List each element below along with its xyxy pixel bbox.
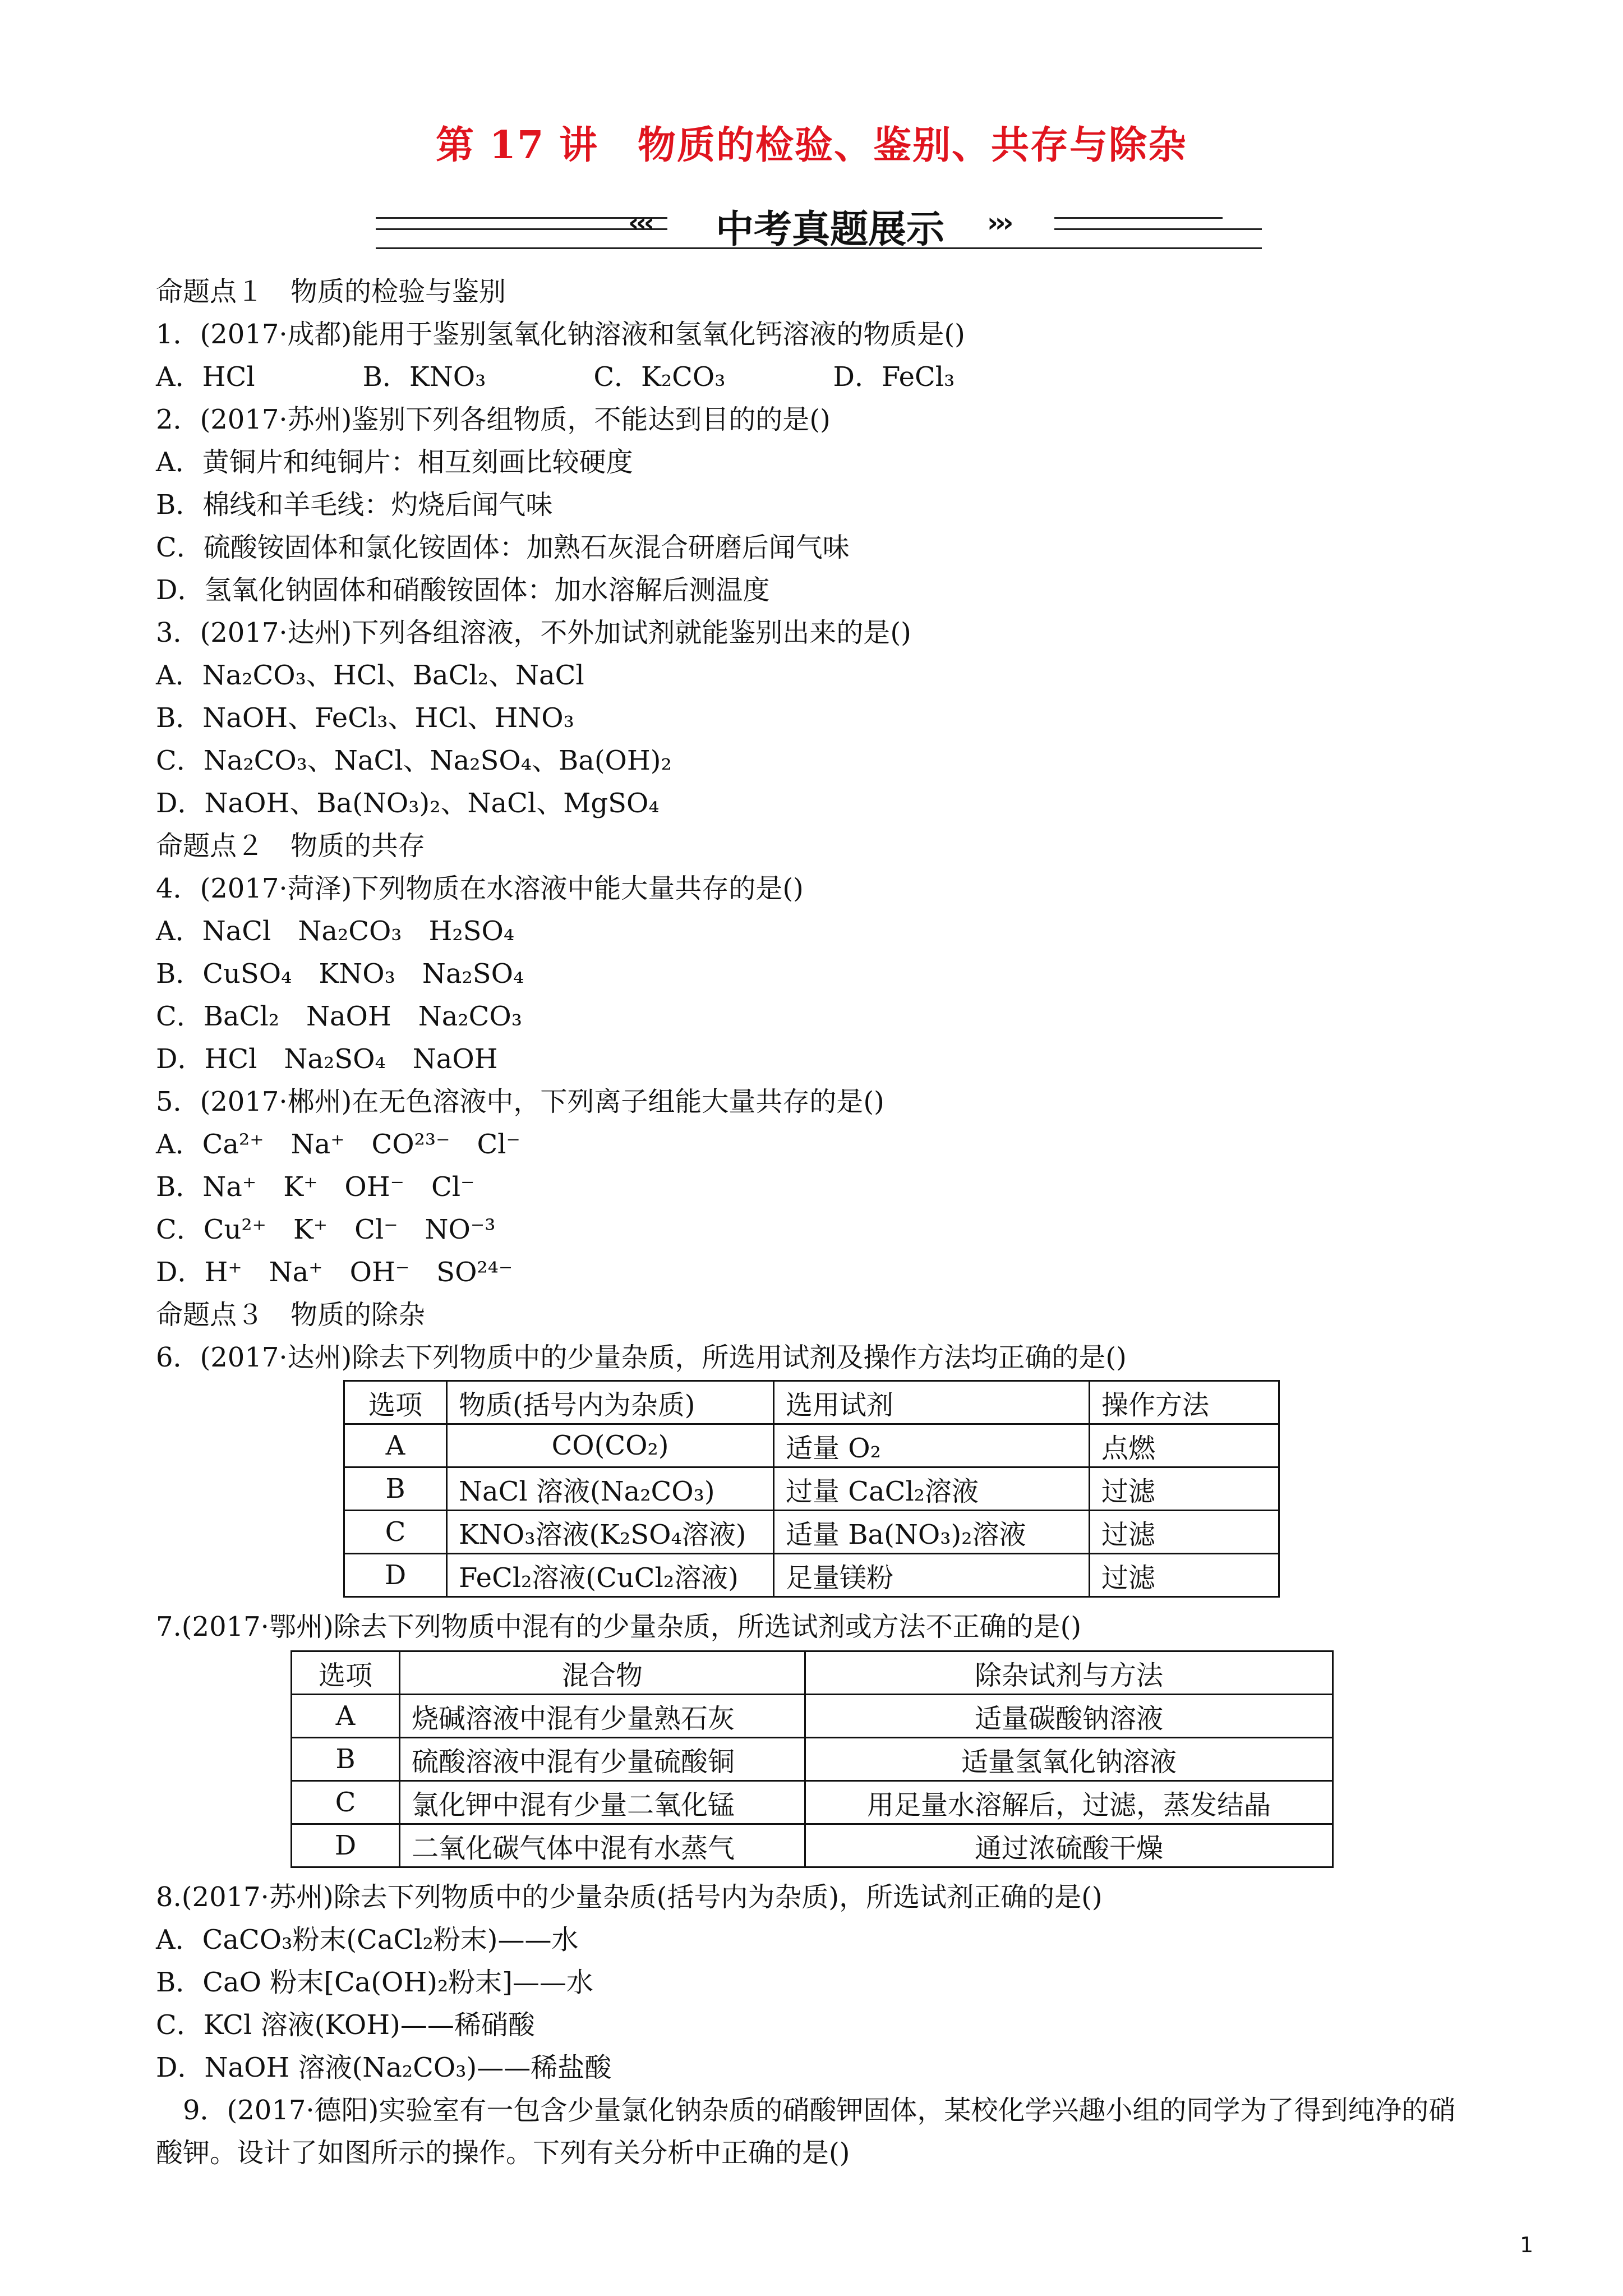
table-cell: 适量 O₂: [774, 1424, 1090, 1467]
question-7: 7.(2017·鄂州)除去下列物质中混有的少量杂质，所选试剂或方法不正确的是(): [156, 1611, 1082, 1642]
question-8-option-c: C．KCl 溶液(KOH)——稀硝酸: [156, 2009, 535, 2041]
table-header-cell: 选项: [292, 1651, 400, 1695]
page-number: 1: [1520, 2233, 1534, 2257]
question-2-option-d: D．氢氧化钠固体和硝酸铵固体：加水溶解后测温度: [156, 574, 770, 606]
table-cell: CO(CO₂): [447, 1424, 774, 1467]
question-1-options: A．HCl B．KNO₃ C．K₂CO₃ D．FeCl₃: [156, 361, 955, 393]
table-cell: D: [344, 1554, 447, 1597]
question-4-option-d: D．HCl Na₂SO₄ NaOH: [156, 1043, 498, 1075]
question-3-option-a: A．Na₂CO₃、HCl、BaCl₂、NaCl: [156, 660, 584, 691]
question-7-table: [291, 1650, 1334, 1868]
table-cell: 用足量水溶解后，过滤，蒸发结晶: [805, 1781, 1333, 1824]
question-3-option-b: B．NaOH、FeCl₃、HCl、HNO₃: [156, 702, 574, 734]
table-cell: 适量 Ba(NO₃)₂溶液: [774, 1511, 1090, 1554]
banner-rule-left-mid: [376, 228, 667, 230]
question-8-option-a: A．CaCO₃粉末(CaCl₂粉末)——水: [156, 1924, 579, 1955]
table-cell: C: [344, 1511, 447, 1554]
table-header-cell: 混合物: [400, 1651, 805, 1695]
section-banner: [0, 199, 1623, 261]
table-header-row: [292, 1651, 1333, 1695]
section-heading-2: 命题点２ 物质的共存: [156, 830, 426, 862]
table-cell: B: [344, 1467, 447, 1511]
question-4-option-b: B．CuSO₄ KNO₃ Na₂SO₄: [156, 958, 524, 990]
table-cell: A: [344, 1424, 447, 1467]
question-8: 8.(2017·苏州)除去下列物质中的少量杂质(括号内为杂质)，所选试剂正确的是(): [156, 1881, 1103, 1913]
banner-rule-right-mid: [1054, 228, 1262, 230]
question-5: 5．(2017·郴州)在无色溶液中，下列离子组能大量共存的是(): [156, 1086, 884, 1117]
table-cell: 硫酸溶液中混有少量硫酸铜: [400, 1738, 805, 1781]
question-2-option-a: A．黄铜片和纯铜片：相互刻画比较硬度: [156, 447, 633, 478]
table-cell: FeCl₂溶液(CuCl₂溶液): [447, 1554, 774, 1597]
table-header-cell: 物质(括号内为杂质): [447, 1381, 774, 1424]
banner-text: 中考真题展示: [715, 208, 944, 252]
question-5-option-b: B．Na⁺ K⁺ OH⁻ Cl⁻: [156, 1171, 475, 1203]
table-header-cell: 除杂试剂与方法: [805, 1651, 1333, 1695]
table-cell: 过滤: [1090, 1467, 1279, 1511]
question-3: 3．(2017·达州)下列各组溶液，不外加试剂就能鉴别出来的是(): [156, 617, 911, 648]
question-2: 2．(2017·苏州)鉴别下列各组物质，不能达到目的的是(): [156, 404, 831, 435]
page-title: 第 17 讲 物质的检验、鉴别、共存与除杂: [436, 123, 1187, 168]
question-3-option-d: D．NaOH、Ba(NO₃)₂、NaCl、MgSO₄: [156, 788, 660, 819]
table-row: [292, 1695, 1333, 1738]
question-4: 4．(2017·菏泽)下列物质在水溶液中能大量共存的是(): [156, 873, 804, 904]
table-cell: NaCl 溶液(Na₂CO₃): [447, 1467, 774, 1511]
question-6: 6．(2017·达州)除去下列物质中的少量杂质，所选用试剂及操作方法均正确的是(): [156, 1342, 1127, 1373]
table-cell: KNO₃溶液(K₂SO₄溶液): [447, 1511, 774, 1554]
table-cell: 过量 CaCl₂溶液: [774, 1467, 1090, 1511]
question-5-option-d: D．H⁺ Na⁺ OH⁻ SO²⁴⁻: [156, 1257, 513, 1288]
table-cell: 过滤: [1090, 1554, 1279, 1597]
question-1: 1．(2017·成都)能用于鉴别氢氧化钠溶液和氢氧化钙溶液的物质是(): [156, 319, 965, 350]
table-header-cell: 操作方法: [1090, 1381, 1279, 1424]
table-cell: 适量碳酸钠溶液: [805, 1695, 1333, 1738]
question-3-option-c: C．Na₂CO₃、NaCl、Na₂SO₄、Ba(OH)₂: [156, 745, 672, 776]
table-row: [344, 1467, 1279, 1511]
section-heading-1: 命题点１ 物质的检验与鉴别: [156, 276, 506, 307]
table-cell: 足量镁粉: [774, 1554, 1090, 1597]
table-row: [292, 1781, 1333, 1824]
question-9: 9．(2017·德阳)实验室有一包含少量氯化钠杂质的硝酸钾固体，某校化学兴趣小组的同学为了得到纯净的硝: [156, 2095, 1456, 2126]
question-6-table: [343, 1380, 1280, 1598]
section-heading-3: 命题点３ 物质的除杂: [156, 1299, 426, 1331]
table-cell: 二氧化碳气体中混有水蒸气: [400, 1824, 805, 1867]
table-cell: 点燃: [1090, 1424, 1279, 1467]
banner-rule-right-top: [1054, 217, 1223, 219]
table-cell: B: [292, 1738, 400, 1781]
question-4-option-c: C．BaCl₂ NaOH Na₂CO₃: [156, 1001, 522, 1032]
banner-chevrons-left-icon: ‹‹‹: [628, 207, 652, 238]
table-cell: C: [292, 1781, 400, 1824]
question-9-continued: 酸钾。设计了如图所示的操作。下列有关分析中正确的是(): [156, 2137, 850, 2169]
question-5-option-c: C．Cu²⁺ K⁺ Cl⁻ NO⁻³: [156, 1214, 496, 1245]
table-row: [292, 1824, 1333, 1867]
table-cell: 氯化钾中混有少量二氧化锰: [400, 1781, 805, 1824]
question-2-option-b: B．棉线和羊毛线：灼烧后闻气味: [156, 489, 553, 521]
table-cell: D: [292, 1824, 400, 1867]
question-8-option-d: D．NaOH 溶液(Na₂CO₃)——稀盐酸: [156, 2052, 612, 2083]
question-2-option-c: C．硫酸铵固体和氯化铵固体：加熟石灰混合研磨后闻气味: [156, 532, 850, 563]
table-row: [292, 1738, 1333, 1781]
table-cell: A: [292, 1695, 400, 1738]
table-cell: 烧碱溶液中混有少量熟石灰: [400, 1695, 805, 1738]
banner-rule-left-top: [376, 217, 667, 219]
table-header-row: [344, 1381, 1279, 1424]
table-row: [344, 1554, 1279, 1597]
banner-chevrons-right-icon: ›››: [987, 207, 1011, 238]
table-header-cell: 选用试剂: [774, 1381, 1090, 1424]
table-cell: 适量氢氧化钠溶液: [805, 1738, 1333, 1781]
table-cell: 通过浓硫酸干燥: [805, 1824, 1333, 1867]
table-header-cell: 选项: [344, 1381, 447, 1424]
table-row: [344, 1511, 1279, 1554]
table-cell: 过滤: [1090, 1511, 1279, 1554]
question-8-option-b: B．CaO 粉末[Ca(OH)₂粉末]——水: [156, 1967, 593, 1998]
table-row: [344, 1424, 1279, 1467]
question-4-option-a: A．NaCl Na₂CO₃ H₂SO₄: [156, 915, 515, 947]
question-5-option-a: A．Ca²⁺ Na⁺ CO²³⁻ Cl⁻: [156, 1129, 520, 1160]
